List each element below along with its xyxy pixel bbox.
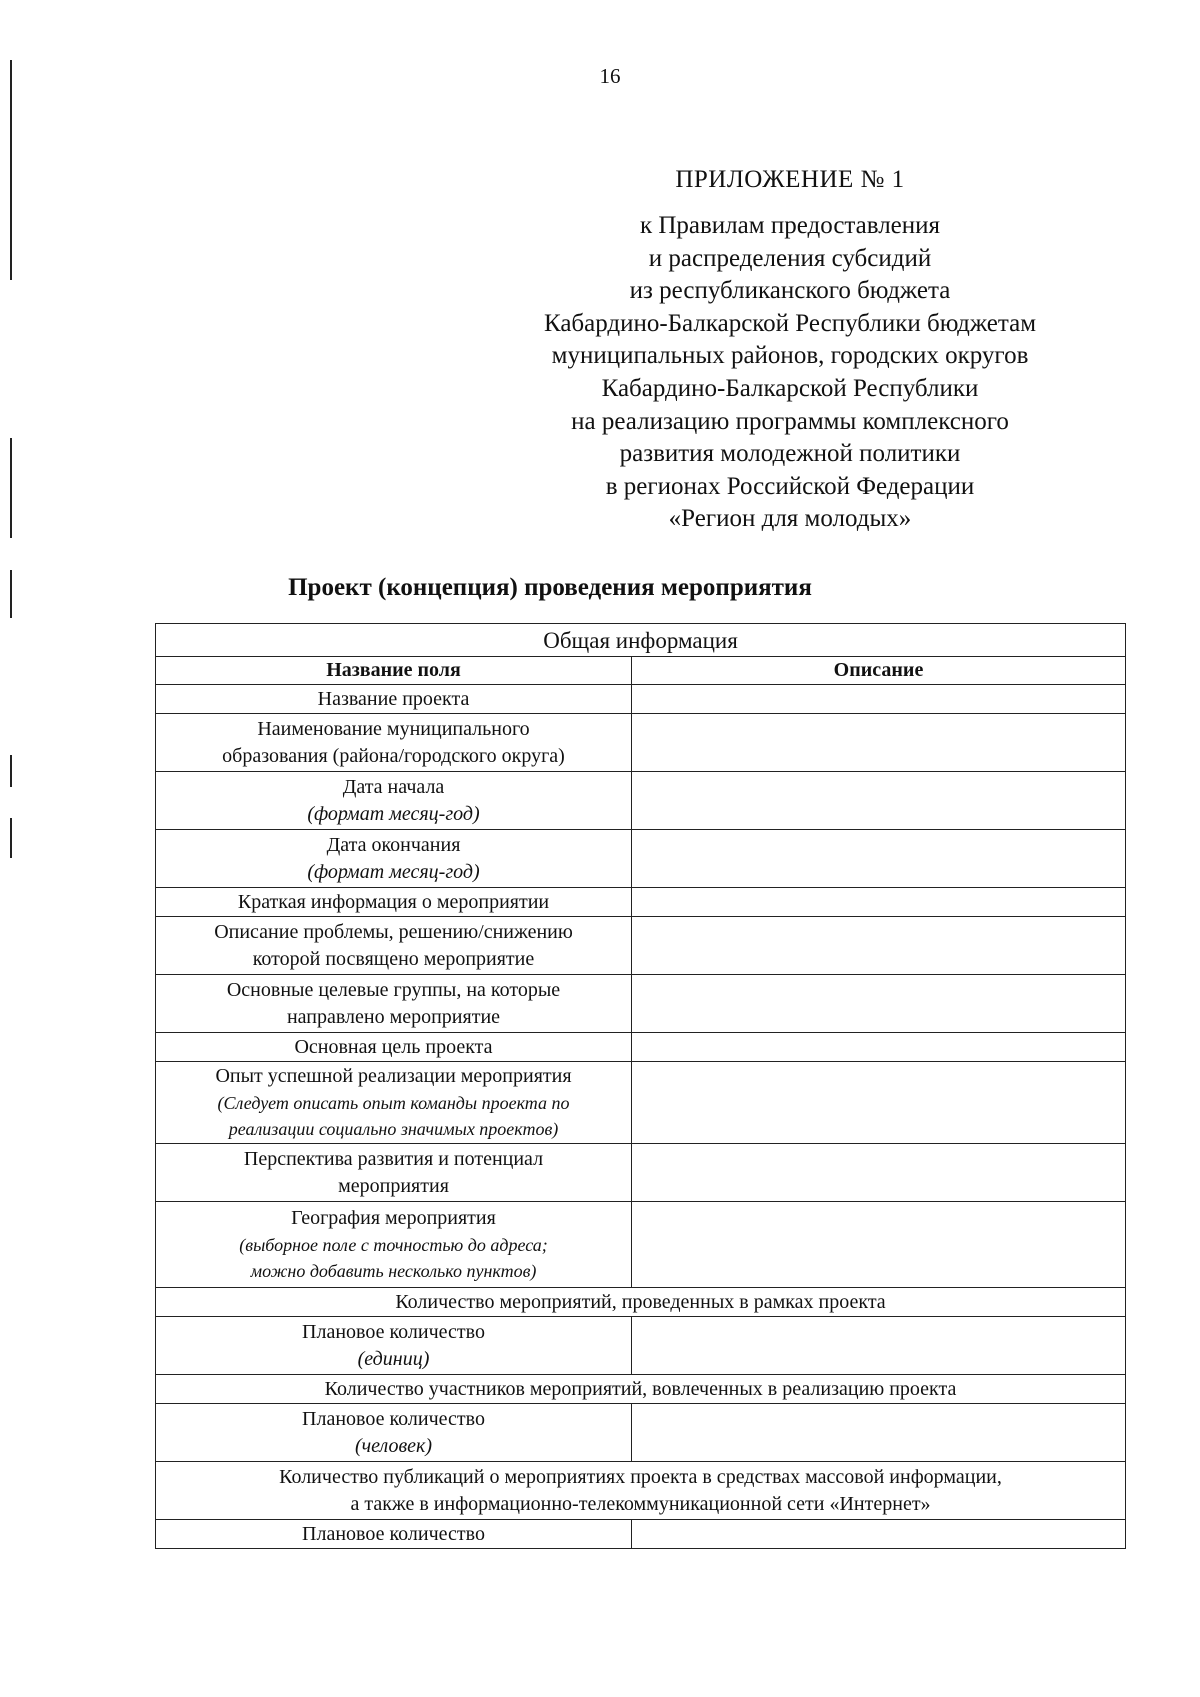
label-line: Дата начала <box>342 775 445 798</box>
field-label-start-date <box>156 772 632 830</box>
scan-artifact-line <box>10 60 12 280</box>
table-header-row <box>156 657 1126 685</box>
table-row <box>156 1404 1126 1462</box>
appendix-line: Кабардино-Балкарской Республики бюджетам <box>543 309 1037 337</box>
column-header-description: Описание <box>632 657 1126 685</box>
table-row <box>156 975 1126 1033</box>
appendix-line: на реализацию программы комплексного <box>571 407 1009 435</box>
table-row <box>156 917 1126 975</box>
field-value-target-groups[interactable] <box>632 975 1126 1033</box>
appendix-line: развития молодежной политики <box>619 440 961 468</box>
table-row <box>156 830 1126 888</box>
table-row <box>156 772 1126 830</box>
field-label-problem <box>156 917 632 975</box>
section-events-count: Количество мероприятий, проведенных в рамках проекта <box>156 1288 1126 1317</box>
table-row <box>156 1462 1126 1520</box>
label-format-hint: (формат месяц-год) <box>307 860 480 883</box>
field-label-municipality <box>156 714 632 772</box>
field-label-project-name: Название проекта <box>156 685 632 714</box>
field-value-publications-planned[interactable] <box>632 1520 1126 1549</box>
field-label-events-planned <box>156 1317 632 1375</box>
field-label-end-date <box>156 830 632 888</box>
section-general-info: Общая информация <box>156 624 1126 657</box>
field-value-events-planned[interactable] <box>632 1317 1126 1375</box>
field-value-end-date[interactable] <box>632 830 1126 888</box>
appendix-line: Кабардино-Балкарской Республики <box>601 374 979 402</box>
label-line: мероприятия <box>338 1174 449 1197</box>
field-value-prospects[interactable] <box>632 1144 1126 1202</box>
appendix-line: и распределения субсидий <box>648 244 932 272</box>
appendix-line: из республиканского бюджета <box>629 277 951 305</box>
label-line: Перспектива развития и потенциал <box>243 1147 544 1170</box>
table-row <box>156 1288 1126 1317</box>
table-row <box>156 1317 1126 1375</box>
table-row <box>156 1202 1126 1288</box>
table-row <box>156 1144 1126 1202</box>
field-value-main-goal[interactable] <box>632 1033 1126 1062</box>
label-line: направлено мероприятие <box>286 1005 501 1028</box>
scan-artifact-line <box>10 818 12 858</box>
label-line: Дата окончания <box>326 833 461 856</box>
field-label-target-groups <box>156 975 632 1033</box>
scan-artifact-line <box>10 438 12 538</box>
table-row <box>156 1375 1126 1404</box>
label-line: География мероприятия <box>291 1207 496 1229</box>
label-note: (выборное поле с точностью до адреса; <box>239 1235 548 1255</box>
table-row <box>156 714 1126 772</box>
field-value-problem[interactable] <box>632 917 1126 975</box>
appendix-line: «Регион для молодых» <box>668 505 912 533</box>
table-row <box>156 888 1126 917</box>
field-value-geography[interactable] <box>632 1202 1126 1288</box>
section-line: а также в информационно-телекоммуникационной сети «Интернет» <box>350 1492 931 1515</box>
field-label-participants-planned <box>156 1404 632 1462</box>
page-number: 16 <box>599 64 621 88</box>
field-value-participants-planned[interactable] <box>632 1404 1126 1462</box>
section-publications <box>156 1462 1126 1520</box>
appendix-reference <box>470 210 1110 536</box>
label-line: Плановое количество <box>302 1407 485 1430</box>
label-line: Основные целевые группы, на которые <box>226 978 561 1001</box>
label-note: реализации социально значимых проектов) <box>228 1119 559 1139</box>
field-value-brief-info[interactable] <box>632 888 1126 917</box>
field-label-geography <box>156 1202 632 1288</box>
table-row <box>156 624 1126 657</box>
appendix-line: к Правилам предоставления <box>639 212 941 239</box>
project-concept-table <box>155 623 1126 1549</box>
field-value-municipality[interactable] <box>632 714 1126 772</box>
label-line: образования (района/городского округа) <box>222 744 565 767</box>
document-title: Проект (концепция) проведения мероприятия <box>288 574 812 601</box>
label-line: Плановое количество <box>302 1320 485 1343</box>
field-label-prospects <box>156 1144 632 1202</box>
column-header-field: Название поля <box>156 657 632 685</box>
field-label-experience <box>156 1062 632 1144</box>
section-line: Количество публикаций о мероприятиях проекта в средствах массовой информации, <box>279 1465 1002 1488</box>
label-format-hint: (формат месяц-год) <box>307 802 480 825</box>
label-note: (Следует описать опыт команды проекта по <box>217 1093 570 1113</box>
field-value-experience[interactable] <box>632 1062 1126 1144</box>
table-row <box>156 1033 1126 1062</box>
appendix-line: муниципальных районов, городских округов <box>551 342 1029 370</box>
label-unit: (единиц) <box>357 1347 430 1370</box>
scan-artifact-line <box>10 755 12 787</box>
label-unit: (человек) <box>354 1434 433 1457</box>
label-note: можно добавить несколько пунктов) <box>250 1261 537 1281</box>
label-line: которой посвящено мероприятие <box>252 947 535 970</box>
field-value-start-date[interactable] <box>632 772 1126 830</box>
field-label-main-goal: Основная цель проекта <box>156 1033 632 1062</box>
field-label-publications-planned: Плановое количество <box>156 1520 632 1549</box>
field-value-project-name[interactable] <box>632 685 1126 714</box>
label-line: Наименование муниципального <box>257 717 530 740</box>
field-label-brief-info: Краткая информация о мероприятии <box>156 888 632 917</box>
label-line: Опыт успешной реализации мероприятия <box>215 1065 572 1087</box>
label-line: Описание проблемы, решению/снижению <box>214 920 573 943</box>
table-row <box>156 1520 1126 1549</box>
appendix-title: ПРИЛОЖЕНИЕ № 1 <box>675 166 905 193</box>
appendix-line: в регионах Российской Федерации <box>605 472 975 500</box>
table-row <box>156 685 1126 714</box>
section-participants: Количество участников мероприятий, вовлеченных в реализацию проекта <box>156 1375 1126 1404</box>
table-row <box>156 1062 1126 1144</box>
